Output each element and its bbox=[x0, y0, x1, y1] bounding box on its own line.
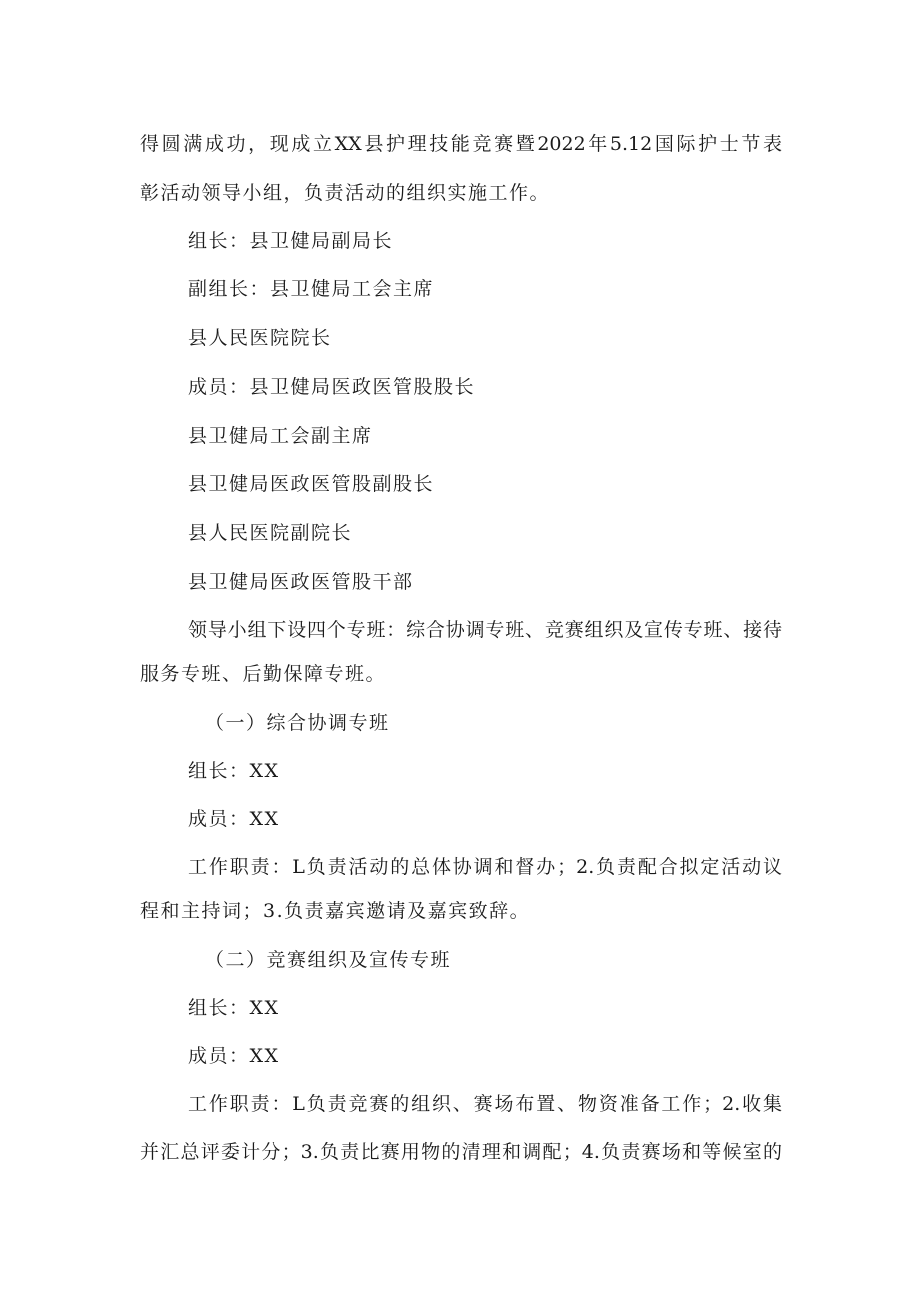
member-line-2: 县卫健局工会副主席 bbox=[188, 425, 373, 447]
section-2-members: 成员：XX bbox=[188, 1045, 280, 1067]
section-2-duties-line-2: 并汇总评委计分；3.负责比赛用物的清理和调配；4.负责赛场和等候室的 bbox=[140, 1141, 782, 1163]
member-line-3: 县卫健局医政医管股副股长 bbox=[188, 473, 435, 495]
section-2-leader: 组长：XX bbox=[188, 997, 280, 1019]
section-1-duties-line-1: 工作职责：L负责活动的总体协调和督办；2.负责配合拟定活动议 bbox=[188, 856, 782, 878]
section-heading-2: （二）竞赛组织及宣传专班 bbox=[205, 949, 452, 971]
member-line-5: 县卫健局医政医管股干部 bbox=[188, 571, 414, 593]
section-1-duties-line-2: 程和主持词；3.负责嘉宾邀请及嘉宾致辞。 bbox=[140, 900, 531, 922]
section-1-members: 成员：XX bbox=[188, 808, 280, 830]
subgroups-paragraph-line-2: 服务专班、后勤保障专班。 bbox=[140, 663, 387, 685]
subgroups-paragraph-line-1: 领导小组下设四个专班：综合协调专班、竞赛组织及宣传专班、接待 bbox=[188, 619, 782, 641]
members-line: 成员：县卫健局医政医管股股长 bbox=[188, 376, 476, 398]
paragraph-intro-line-1: 得圆满成功，现成立XX县护理技能竞赛暨2022年5.12国际护士节表 bbox=[140, 133, 782, 155]
member-line-4: 县人民医院副院长 bbox=[188, 522, 353, 544]
deputy-leader-line: 副组长：县卫健局工会主席 bbox=[188, 278, 435, 300]
deputy-leader-line-2: 县人民医院院长 bbox=[188, 327, 332, 349]
paragraph-intro-line-2: 彰活动领导小组，负责活动的组织实施工作。 bbox=[140, 182, 551, 204]
section-2-duties-line-1: 工作职责：L负责竞赛的组织、赛场布置、物资准备工作；2.收集 bbox=[188, 1093, 782, 1115]
leader-line: 组长：县卫健局副局长 bbox=[188, 230, 394, 252]
section-heading-1: （一）综合协调专班 bbox=[205, 712, 390, 734]
section-1-leader: 组长：XX bbox=[188, 760, 280, 782]
